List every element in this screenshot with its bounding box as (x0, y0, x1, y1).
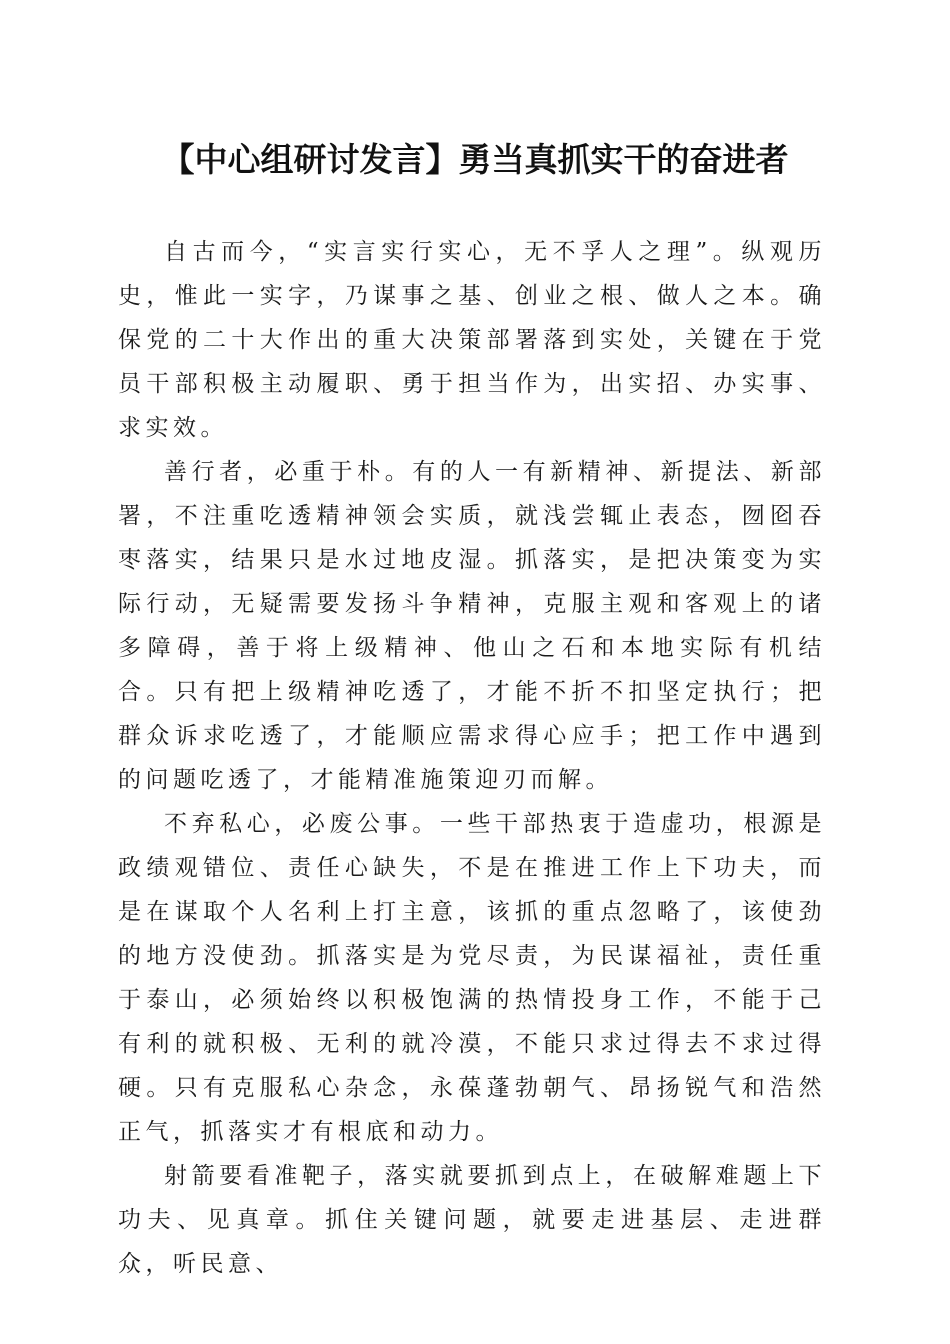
paragraph: 自古而今，“实言实行实心，无不孚人之理”。纵观历史，惟此一实字，乃谋事之基、创业之根、做人之本。确保党的二十大作出的重大决策部署落到实处，关键在于党员干部积极主动履职、勇于担当作为，出实招、办实事、求实效。 (118, 239, 826, 441)
document-title: 【中心组研讨发言】勇当真抓实干的奋进者 (161, 140, 789, 179)
document-body (118, 230, 826, 1286)
paragraph: 善行者，必重于朴。有的人一有新精神、新提法、新部署，不注重吃透精神领会实质，就浅尝辄止表态，囫囵吞枣落实，结果只是水过地皮湿。抓落实，是把决策变为实际行动，无疑需要发扬斗争精神，克服主观和客观上的诸多障碍，善于将上级精神、他山之石和本地实际有机结合。只有把上级精神吃透了，才能不折不扣坚定执行；把群众诉求吃透了，才能顺应需求得心应手；把工作中遇到的问题吃透了，才能精准施策迎刃而解。 (118, 459, 826, 793)
paragraph: 不弃私心，必废公事。一些干部热衷于造虚功，根源是政绩观错位、责任心缺失，不是在推进工作上下功夫，而是在谋取个人名利上打主意，该抓的重点忽略了，该使劲的地方没使劲。抓落实是为党尽责，为民谋福祉，责任重于泰山，必须始终以积极饱满的热情投身工作，不能于己有利的就积极、无利的就冷漠，不能只求过得去不求过得硬。只有克服私心杂念，永葆蓬勃朝气、昂扬锐气和浩然正气，抓落实才有根底和动力。 (118, 811, 826, 1145)
paragraph: 射箭要看准靶子，落实就要抓到点上，在破解难题上下功夫、见真章。抓住关键问题，就要走进基层、走进群众，听民意、 (118, 1163, 826, 1277)
